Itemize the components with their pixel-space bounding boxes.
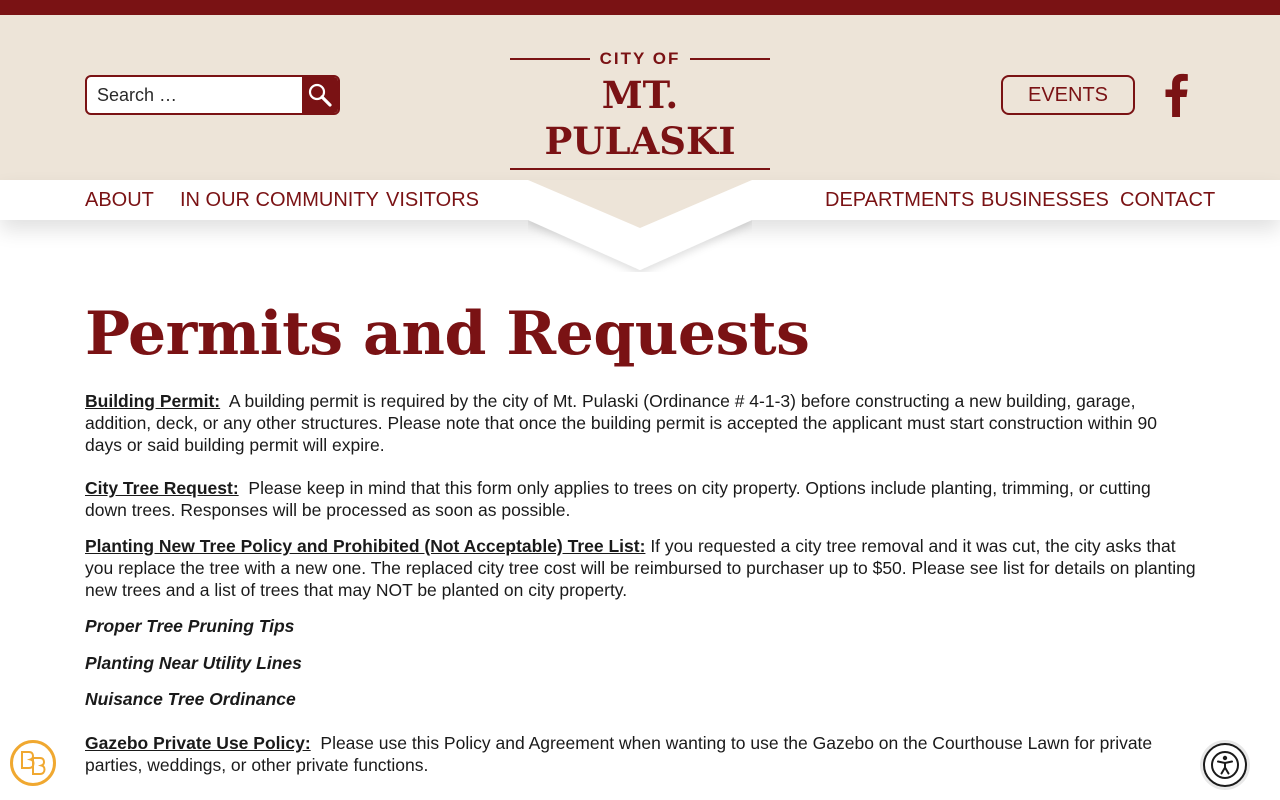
gazebo-paragraph bbox=[85, 732, 1197, 776]
planting-policy-link[interactable]: Planting New Tree Policy and Prohibited (Not Acceptable) Tree List: bbox=[85, 536, 646, 556]
bb-badge-button[interactable] bbox=[10, 740, 56, 786]
top-accent-bar bbox=[0, 0, 1280, 15]
search-button[interactable] bbox=[302, 77, 338, 113]
logo-rule-right bbox=[690, 58, 770, 60]
logo-name: MT. PULASKI bbox=[544, 73, 736, 163]
gazebo-text: Please use this Policy and Agreement when wanting to use the Gazebo on the Courthouse Lawn for private parties, weddings, or other private functions. bbox=[85, 733, 1153, 775]
site-logo[interactable] bbox=[510, 48, 770, 163]
pruning-tips-link[interactable]: Proper Tree Pruning Tips bbox=[85, 616, 295, 636]
search-form bbox=[85, 75, 340, 115]
city-tree-paragraph bbox=[85, 477, 1197, 521]
city-tree-text: Please keep in mind that this form only applies to trees on city property. Options include planting, trimming, or cutting down trees. Responses will be processed as soon as possible. bbox=[85, 478, 1151, 520]
nav-about[interactable]: ABOUT bbox=[85, 189, 154, 211]
accessibility-button[interactable] bbox=[1203, 743, 1247, 787]
nuisance-tree-paragraph bbox=[85, 688, 1197, 710]
logo-top-row bbox=[510, 48, 770, 70]
nav-in-our-community[interactable]: IN OUR COMMUNITY bbox=[180, 189, 379, 211]
main-content bbox=[85, 298, 1197, 776]
nav-businesses[interactable]: BUSINESSES bbox=[981, 189, 1109, 211]
utility-lines-link[interactable]: Planting Near Utility Lines bbox=[85, 653, 302, 673]
gazebo-policy-link[interactable]: Gazebo Private Use Policy: bbox=[85, 733, 311, 753]
building-permit-text: A building permit is required by the city of Mt. Pulaski (Ordinance # 4-1-3) before constructing a new building, garage, addition, deck, or any other structures. Please note that once the building permit is accepted the applicant must start construction within 90 days or said building permit will expire. bbox=[85, 391, 1157, 455]
building-permit-paragraph bbox=[85, 390, 1197, 456]
bb-badge-icon bbox=[18, 748, 48, 778]
nav-visitors[interactable]: VISITORS bbox=[386, 189, 479, 211]
nav-contact[interactable]: CONTACT bbox=[1120, 189, 1216, 211]
nav-chevron-decoration bbox=[528, 180, 752, 272]
planting-policy-paragraph bbox=[85, 535, 1197, 601]
utility-lines-paragraph bbox=[85, 652, 1197, 674]
pruning-tips-paragraph bbox=[85, 615, 1197, 637]
accessibility-icon bbox=[1210, 750, 1240, 780]
city-tree-request-link[interactable]: City Tree Request: bbox=[85, 478, 239, 498]
building-permit-link[interactable]: Building Permit: bbox=[85, 391, 221, 411]
facebook-icon[interactable] bbox=[1163, 73, 1189, 117]
page-title: Permits and Requests bbox=[85, 299, 810, 369]
nav-departments[interactable]: DEPARTMENTS bbox=[825, 189, 975, 211]
logo-city-of: CITY OF bbox=[599, 49, 681, 68]
planting-policy-text: If you requested a city tree removal and it was cut, the city asks that you replace the tree with a new one. The replaced city tree cost will be reimbursed to purchaser up to $50. Please see list for details on planting new trees and a list of trees that may NOT be planted on city property. bbox=[85, 536, 1196, 600]
logo-rule-bottom bbox=[510, 168, 770, 170]
search-icon bbox=[307, 82, 333, 108]
events-button[interactable]: EVENTS bbox=[1001, 75, 1135, 115]
nuisance-tree-link[interactable]: Nuisance Tree Ordinance bbox=[85, 689, 296, 709]
search-input[interactable] bbox=[87, 77, 302, 113]
logo-rule-left bbox=[510, 58, 590, 60]
